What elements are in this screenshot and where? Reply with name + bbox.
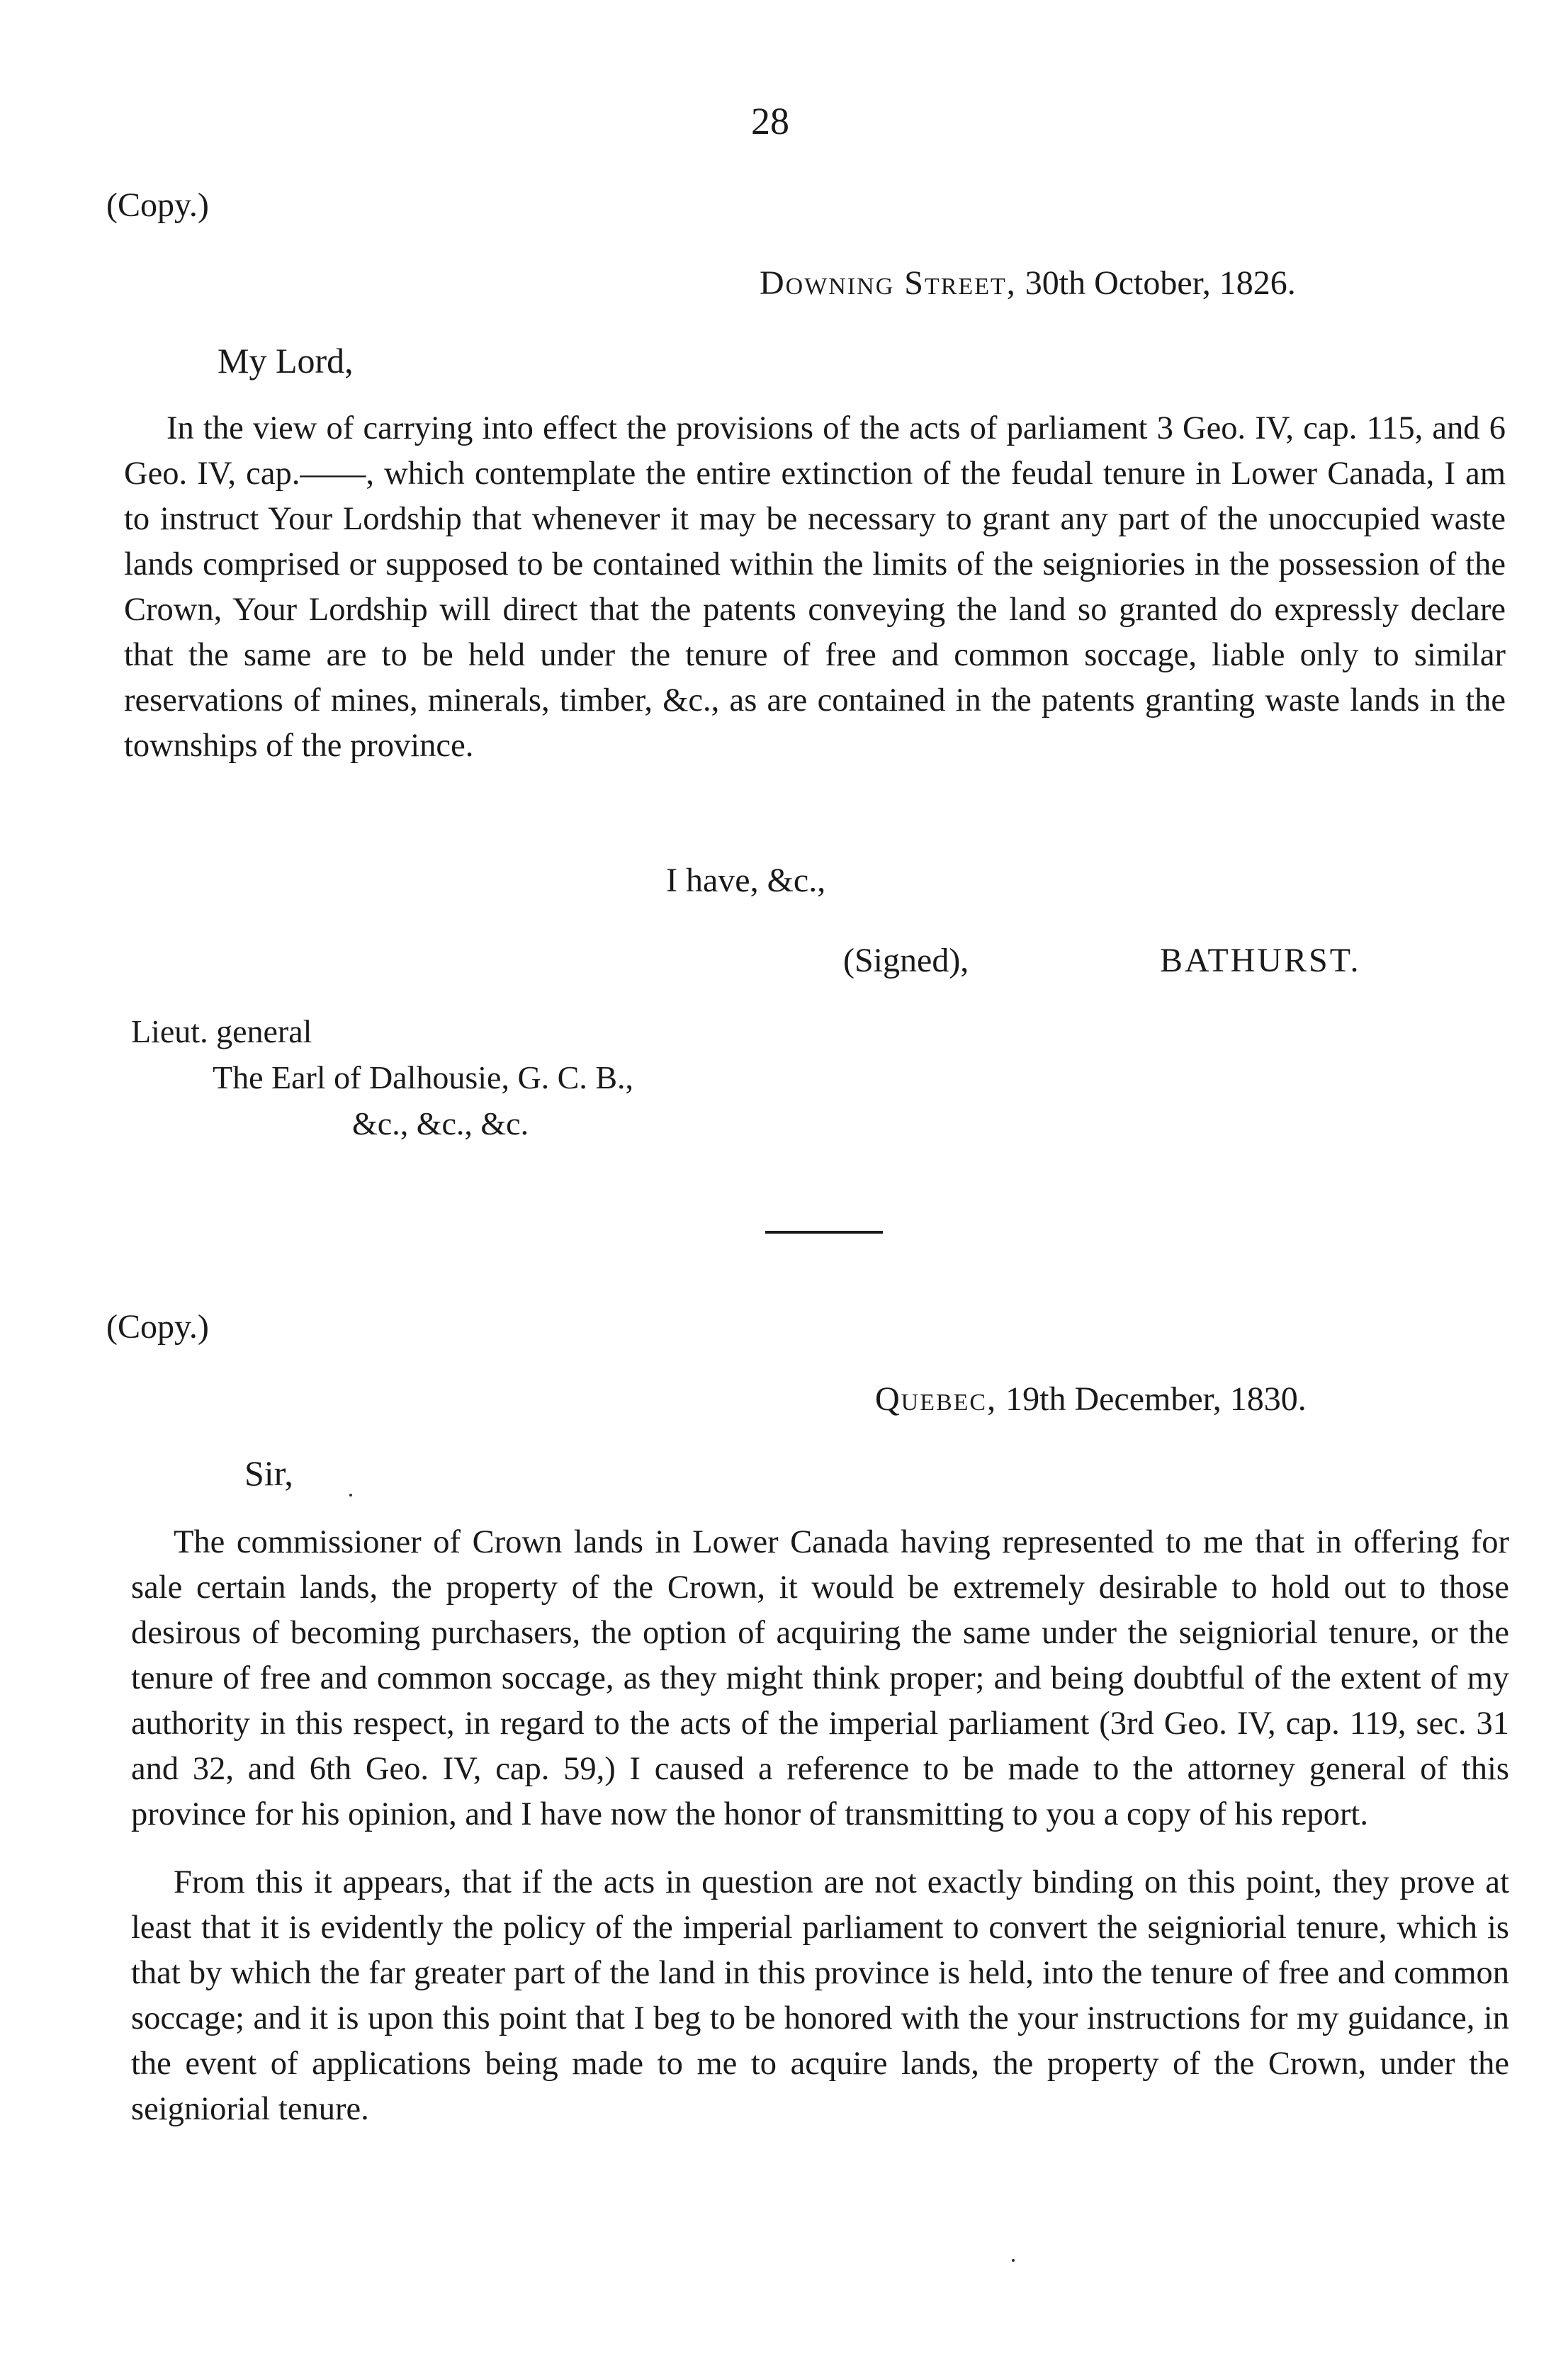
salutation: My Lord, <box>218 341 354 381</box>
letter-body <box>124 406 1506 769</box>
ink-speck <box>1012 2259 1015 2262</box>
closing: I have, &c., <box>666 862 826 899</box>
copy-label: (Copy.) <box>106 186 209 224</box>
dateline-date: 30th October, 1826. <box>1025 264 1296 302</box>
dateline-date: 19th December, 1830. <box>1005 1380 1307 1418</box>
paragraph: From this it appears, that if the acts in question are not exactly binding on this point, they prove at least that it is evidently the policy of the imperial parliament to convert the seigniorial tenure, which is that by which the far greater part of the land in this province is held, into the tenure of free and common soccage; and it is upon this point that I beg to be honored with the your instructions for my guidance, in the event of applications being made to me to acquire lands, the property of the Crown, under the seigniorial tenure. <box>131 1864 1509 2127</box>
signature: BATHURST. <box>1160 942 1361 979</box>
paragraph: The commissioner of Crown lands in Lower Canada having represented to me that in offering for sale certain lands, the property of the Crown, it would be extremely desirable to hold out to those desirous of becoming purchasers, the option of acquiring the same under the seigniorial tenure, or the tenure of free and common soccage, as they might think proper; and being doubtful of the extent of my authority in this respect, in regard to the acts of the imperial parliament (3rd Geo. IV, cap. 119, sec. 31 and 32, and 6th Geo. IV, cap. 59,) I caused a reference to be made to the attorney general of this province for his opinion, and I have now the honor of transmitting to you a copy of his report. <box>131 1524 1509 1832</box>
dateline <box>760 264 1296 303</box>
section-divider <box>765 1231 883 1234</box>
addressee-line: Lieut. general <box>131 1013 312 1049</box>
addressee-line: &c., &c., &c. <box>352 1105 529 1142</box>
ink-speck <box>349 1494 352 1497</box>
page-number: 28 <box>751 100 789 142</box>
paragraph: In the view of carrying into effect the provisions of the acts of parliament 3 Geo. IV, cap. 115, and 6 Geo. IV, cap.——, which contemplate the entire extinction of the feudal tenure in Lower Canada, I am to instruct Your Lordship that whenever it may be necessary to grant any part of the unoccupied waste lands comprised or supposed to be contained within the limits of the seigniories in the possession of the Crown, Your Lordship will direct that the patents conveying the land so granted do expressly declare that the same are to be held under the tenure of free and common soccage, liable only to similar reservations of mines, minerals, timber, &c., as are contained in the patents granting waste lands in the townships of the province. <box>124 410 1506 764</box>
dateline-place: Quebec, <box>875 1380 998 1418</box>
dateline-place: Downing Street, <box>760 264 1017 302</box>
dateline <box>875 1380 1307 1419</box>
signed-label: (Signed), <box>843 942 969 979</box>
letter-body <box>131 1520 1509 2132</box>
addressee-line: The Earl of Dalhousie, G. C. B., <box>213 1059 634 1095</box>
salutation: Sir, <box>244 1453 293 1493</box>
copy-label: (Copy.) <box>106 1308 209 1346</box>
